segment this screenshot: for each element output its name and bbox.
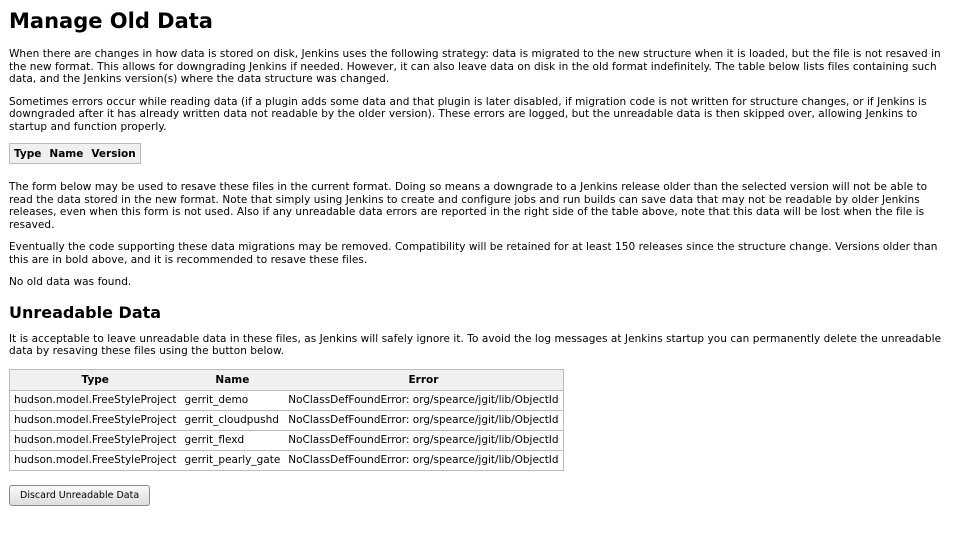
form-paragraph: The form below may be used to resave these files in the current format. Doing so means a downgrade to a Jenkins release older than the selected version will not be able to read the data stored in the new format. Note that simply using Jenkins to create and configure jobs and run builds can save data that may not be readable by older Jenkins releases, even when this form is not used. Also if any unreadable data errors are reported in the right side of the table above, note that this data will be lost when the file is resaved. bbox=[9, 181, 928, 231]
row-error: NoClassDefFoundError: org/spearce/jgit/lib/ObjectId bbox=[284, 430, 563, 450]
row-error: NoClassDefFoundError: org/spearce/jgit/lib/ObjectId bbox=[284, 390, 563, 410]
row-name: gerrit_demo bbox=[180, 390, 284, 410]
row-name: gerrit_cloudpushd bbox=[180, 410, 284, 430]
row-error: NoClassDefFoundError: org/spearce/jgit/lib/ObjectId bbox=[284, 450, 563, 470]
no-old-data-message: No old data was found. bbox=[9, 276, 132, 288]
row-type: hudson.model.FreeStyleProject bbox=[10, 450, 181, 470]
intro-paragraph: When there are changes in how data is stored on disk, Jenkins uses the following strategy: data is migrated to the new structure when it is loaded, but the file is not resaved in the new format. This allows for downgrading Jenkins if needed. However, it can also leave data on disk in the old format indefinitely. The table below lists files containing such data, and the Jenkins version(s) where the data structure was changed. bbox=[9, 48, 941, 85]
old-data-header-type: Type bbox=[14, 147, 42, 160]
discard-unreadable-data-button[interactable]: Discard Unreadable Data bbox=[9, 485, 150, 506]
old-data-table bbox=[9, 143, 141, 164]
errors-paragraph: Sometimes errors occur while reading data (if a plugin adds some data and that plugin is later disabled, if migration code is not written for structure changes, or if Jenkins is downgraded after it has already written data not readable by the older version). These errors are logged, but the unreadable data is then skipped over, allowing Jenkins to startup and function properly. bbox=[9, 95, 927, 133]
table-row bbox=[10, 410, 564, 430]
row-name: gerrit_flexd bbox=[180, 430, 284, 450]
row-type: hudson.model.FreeStyleProject bbox=[10, 390, 181, 410]
unreadable-description: It is acceptable to leave unreadable data in these files, as Jenkins will safely ignore it. To avoid the log messages at Jenkins startup you can permanently delete the unreadable data by resaving these files using the button below. bbox=[9, 332, 942, 357]
compat-paragraph: Eventually the code supporting these data migrations may be removed. Compatibility will be retained for at least 150 releases since the structure change. Versions older than this are in bold above, and it is recommended to resave these files. bbox=[9, 241, 938, 266]
table-row bbox=[10, 450, 564, 470]
table-row bbox=[10, 430, 564, 450]
unreadable-data-table bbox=[9, 369, 564, 471]
unreadable-header-type: Type bbox=[10, 369, 181, 390]
old-data-header-version: Version bbox=[91, 147, 136, 160]
unreadable-header-error: Error bbox=[284, 369, 563, 390]
page-title: Manage Old Data bbox=[9, 9, 213, 33]
unreadable-data-title: Unreadable Data bbox=[9, 302, 162, 322]
row-error: NoClassDefFoundError: org/spearce/jgit/lib/ObjectId bbox=[284, 410, 563, 430]
unreadable-header-name: Name bbox=[180, 369, 284, 390]
row-type: hudson.model.FreeStyleProject bbox=[10, 410, 181, 430]
table-row bbox=[10, 390, 564, 410]
old-data-header-name: Name bbox=[49, 147, 84, 160]
row-type: hudson.model.FreeStyleProject bbox=[10, 430, 181, 450]
row-name: gerrit_pearly_gate bbox=[180, 450, 284, 470]
